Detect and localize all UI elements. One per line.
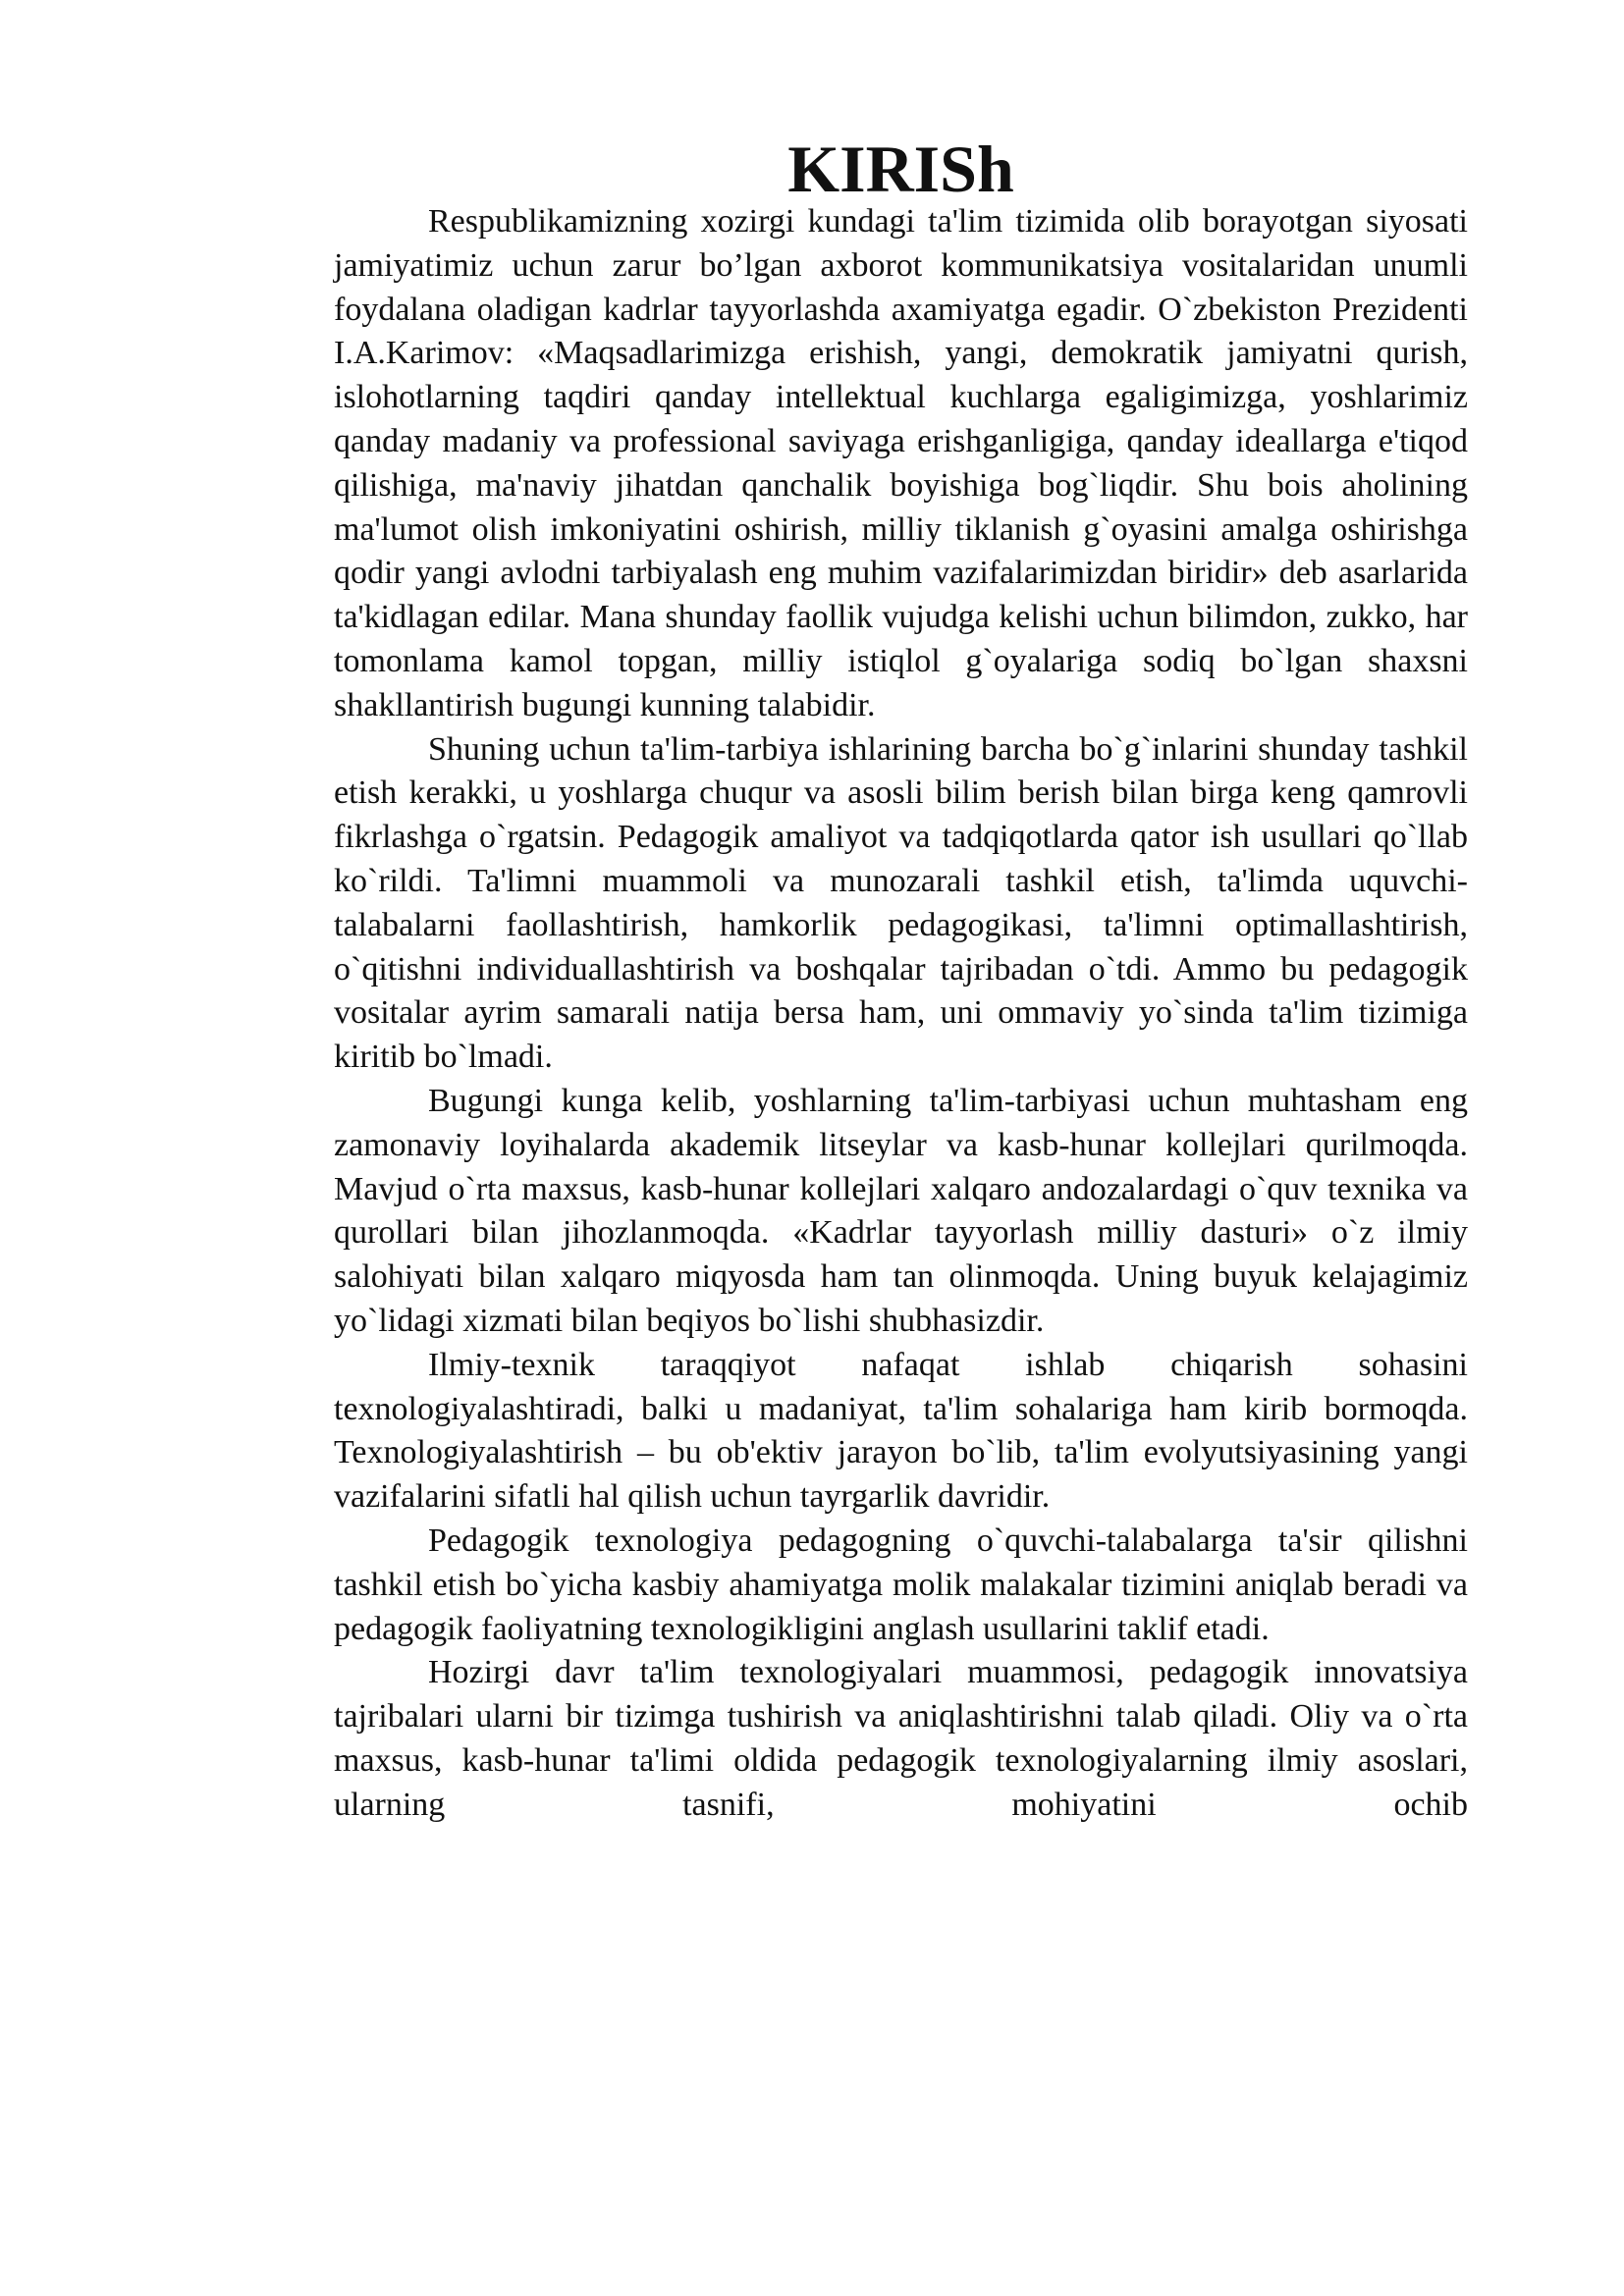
paragraph-colleges: Bugungi kunga kelib, yoshlarning ta'lim-tarbiyasi uchun muhtasham eng zamonaviy loyihalarda akademik litseylar va kasb-hunar kollejlari qurilmoqda. Mavjud o`rta maxsus, kasb-hunar kollejlari xalqaro andozalardagi o`quv texnika va qurollari bilan jihozlanmoqda. «Kadrlar tayyorlash milliy dasturi» o`z ilmiy salohiyati bilan xalqaro miqyosda ham tan olinmoqda. Uning buyuk kelajagimiz yo`lidagi xizmati bilan beqiyos bo`lishi shubhasizdir. [334,1082,1468,1339]
document-page [334,132,1468,1827]
paragraph-current-issues: Hozirgi davr ta'lim texnologiyalari muammosi, pedagogik innovatsiya tajribalari ularni bir tizimga tushirish va aniqlashtirishni talab qiladi. Oliy va o`rta maxsus, kasb-hunar ta'limi oldida pedagogik texnologiyalarning ilmiy asoslari, ularning tasnifi, mohiyatini ochib [334,1654,1468,1823]
paragraph-pedagogical-technology: Pedagogik texnologiya pedagogning o`quvchi-talabalarga ta'sir qilishni tashkil etish bo`yicha kasbiy ahamiyatga molik malakalar tizimini aniqlab beradi va pedagogik faoliyatning texnologikligini anglash usullarini taklif etadi. [334,1522,1468,1647]
paragraph-intro: Respublikamizning xozirgi kundagi ta'lim tizimida olib borayotgan siyosati jamiyatimiz uchun zarur bo’lgan axborot kommunikatsiya vositalaridan unumli foydalana oladigan kadrlar tayyorlashda axamiyatga egadir. O`zbekiston Prezidenti I.A.Karimov: «Maqsadlarimizga erishish, yangi, demokratik jamiyatni qurish, islohotlarning taqdiri qanday intellektual kuchlarga egaligimizga, yoshlarimiz qanday madaniy va professional saviyaga erishganligiga, qanday ideallarga e'tiqod qilishiga, ma'naviy jihatdan qanchalik boyishiga bog`liqdir. Shu bois aholining ma'lumot olish imkoniyatini oshirish, milliy tiklanish g`oyasini amalga oshirishga qodir yangi avlodni tarbiyalash eng muhim vazifalarimizdan biridir» deb asarlarida ta'kidlagan edilar. Mana shunday faollik vujudga kelishi uchun bilimdon, zukko, har tomonlama kamol topgan, milliy istiqlol g`oyalariga sodiq bo`lgan shaxsni shakllantirish bugungi kunning talabidir. [334,203,1468,723]
paragraph-technological-progress: Ilmiy-texnik taraqqiyot nafaqat ishlab chiqarish sohasini texnologiyalashtiradi, balki u madaniyat, ta'lim sohalariga ham kirib bormoqda. Texnologiyalashtirish – bu ob'ektiv jarayon bo`lib, ta'lim evolyutsiyasining yangi vazifalarini sifatli hal qilish uchun tayrgarlik davridir. [334,1346,1468,1516]
paragraph-education-organization: Shuning uchun ta'lim-tarbiya ishlarining barcha bo`g`inlarini shunday tashkil etish kerakki, u yoshlarga chuqur va asosli bilim berish bilan birga keng qamrovli fikrlashga o`rgatsin. Pedagogik amaliyot va tadqiqotlarda qator ish usullari qo`llab ko`rildi. Ta'limni muammoli va munozarali tashkil etish, ta'limda uquvchi-talabalarni faollashtirish, hamkorlik pedagogikasi, ta'limni optimallashtirish, o`qitishni individuallashtirish va boshqalar tajribadan o`tdi. Ammo bu pedagogik vositalar ayrim samarali natija bersa ham, uni ommaviy yo`sinda ta'lim tizimiga kiritib bo`lmadi. [334,730,1468,1076]
document-title: KIRISh [787,132,1014,206]
